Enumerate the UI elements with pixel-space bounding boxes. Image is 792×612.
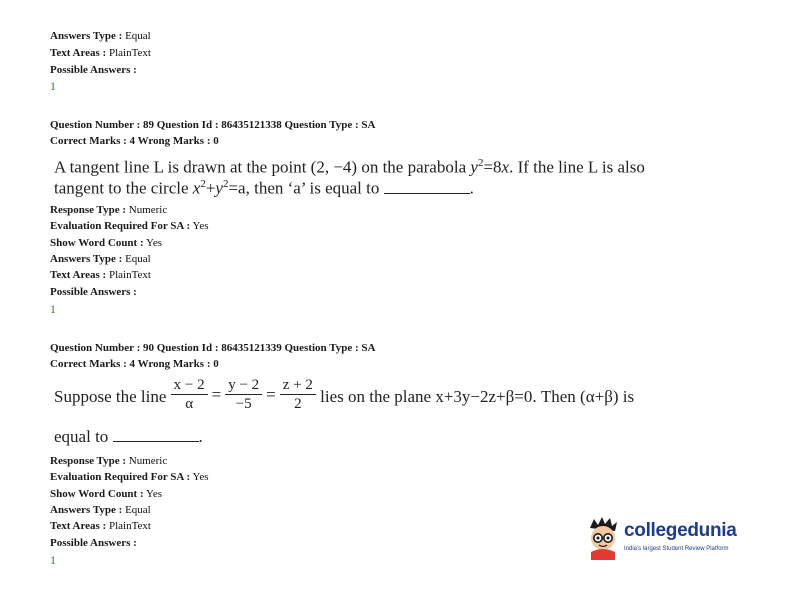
q90-evaluation-required: Evaluation Required For SA : Yes: [50, 471, 209, 483]
possible-answer-value: 1: [50, 79, 56, 93]
possible-answers-label: Possible Answers :: [50, 64, 137, 76]
q90-text-areas: Text Areas : PlainText: [50, 520, 151, 532]
q89-header: Question Number : 89 Question Id : 86435121338 Question Type : SA: [50, 119, 376, 131]
fraction-y: $\frac{y - 2}{-5}$: [225, 376, 262, 413]
q90-header: Question Number : 90 Question Id : 86435121339 Question Type : SA: [50, 342, 376, 354]
q89-evaluation-required: Evaluation Required For SA : Yes: [50, 220, 209, 232]
q89-text-line1: A tangent line L is drawn at the point (2, −4) on the parabola $y^2=8x$. If the line L is also: [54, 157, 645, 177]
q90-marks: Correct Marks : 4 Wrong Marks : 0: [50, 358, 219, 370]
answer-blank: [113, 427, 199, 442]
q90-response-type: Response Type : Numeric: [50, 455, 168, 467]
q90-possible-answer-value: 1: [50, 553, 56, 567]
q89-show-word-count: Show Word Count : Yes: [50, 237, 162, 249]
answer-blank: [384, 179, 470, 194]
logo-wordmark: collegedunia: [624, 520, 737, 541]
q89-marks: Correct Marks : 4 Wrong Marks : 0: [50, 135, 219, 147]
fraction-x: $\frac{x - 2}{\alpha}$: [171, 376, 208, 413]
q90-text-line1: Suppose the line $\frac{x - 2}{\alpha}$ = $\frac{y - 2}{-5}$ = $\frac{z + 2}{2}$ lies on the plane x+3y−2z+β=0. Then (α+β) is: [54, 377, 635, 412]
q90-text-line2: equal to .: [54, 427, 203, 446]
logo-tagline: India's largest Student Review Platform: [624, 546, 729, 552]
fraction-z: $\frac{z + 2}{2}$: [280, 376, 316, 413]
student-mascot-icon: [584, 516, 622, 560]
q90-possible-answers-label: Possible Answers :: [50, 537, 137, 549]
collegedunia-logo: [584, 514, 754, 564]
answers-type-row: Answers Type : Equal: [50, 30, 151, 42]
q89-answers-type: Answers Type : Equal: [50, 253, 151, 265]
q89-text-areas: Text Areas : PlainText: [50, 269, 151, 281]
q89-possible-answer-value: 1: [50, 302, 56, 316]
q89-text-line2: tangent to the circle $x^2+y^2=a$, then ‘a’ is equal to .: [54, 178, 474, 198]
q90-show-word-count: Show Word Count : Yes: [50, 488, 162, 500]
text-areas-row: Text Areas : PlainText: [50, 47, 151, 59]
q90-answers-type: Answers Type : Equal: [50, 504, 151, 516]
q89-response-type: Response Type : Numeric: [50, 204, 168, 216]
q89-possible-answers-label: Possible Answers :: [50, 286, 137, 298]
